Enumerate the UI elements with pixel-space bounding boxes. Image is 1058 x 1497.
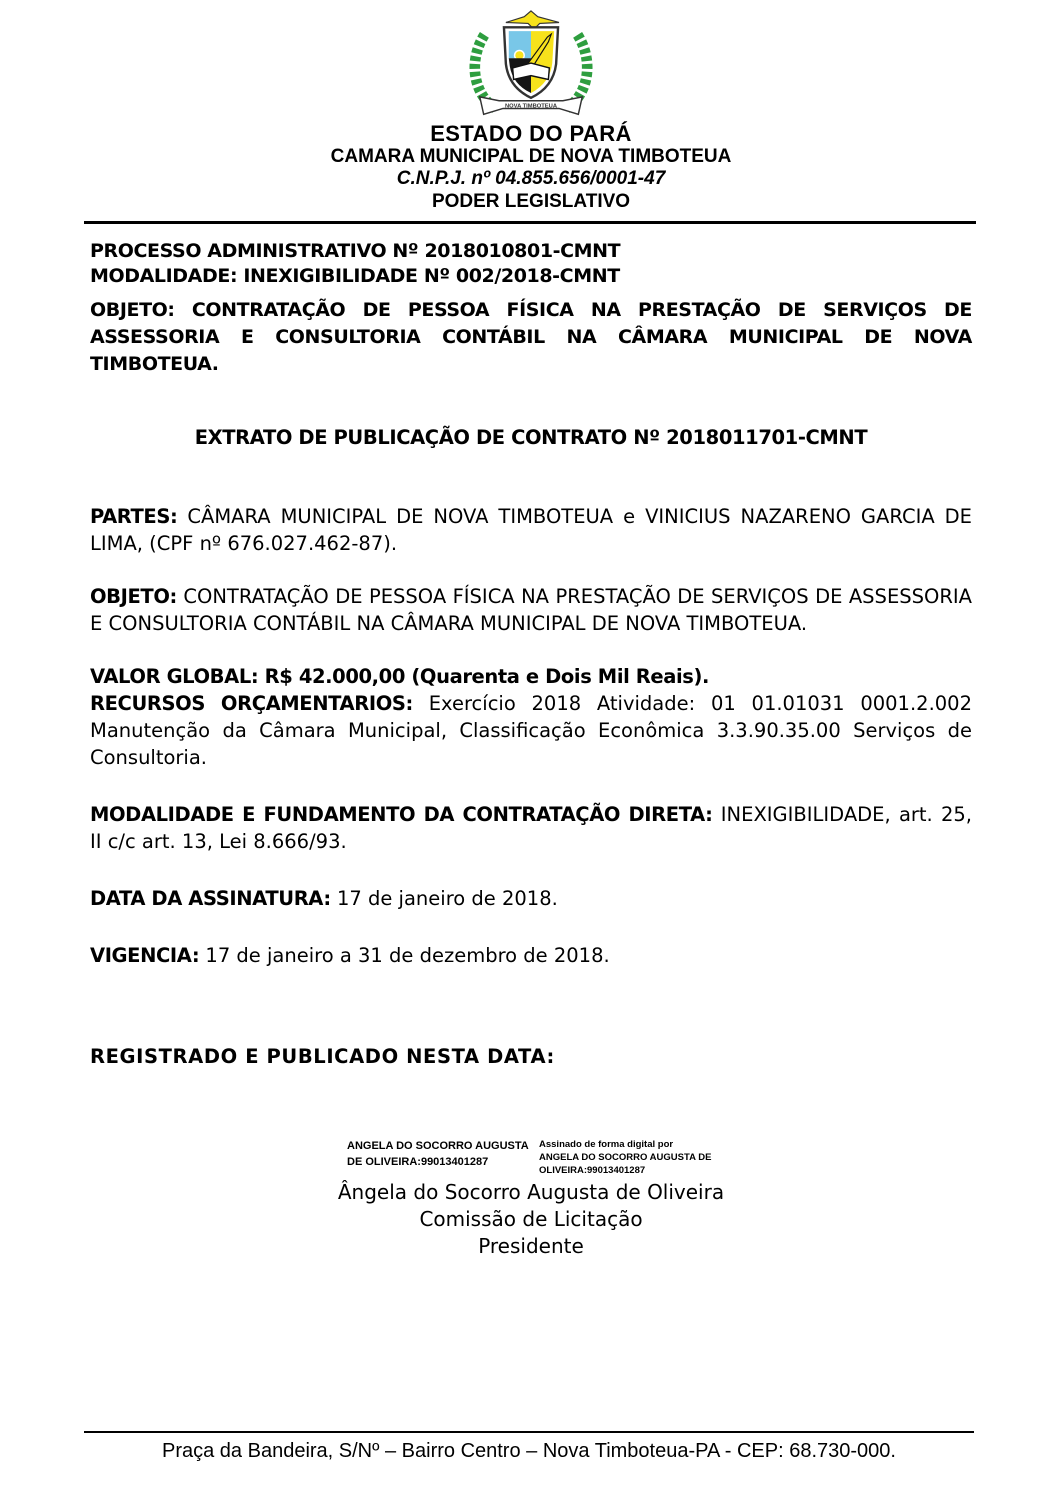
coat-of-arms-logo — [456, 8, 606, 122]
paragraph-objeto — [90, 583, 972, 637]
signer-role: Presidente — [478, 1234, 584, 1258]
process-modality-line: MODALIDADE: INEXIGIBILIDADE Nº 002/2018-CMNT — [90, 265, 620, 287]
footer-address: Praça da Bandeira, S/Nº – Bairro Centro – Nova Timboteua-PA - CEP: 68.730-000. — [162, 1440, 896, 1462]
paragraph-vigencia — [90, 942, 972, 969]
partes-label: PARTES: — [90, 505, 178, 528]
stamp-certificate-note: Assinado de forma digital por ANGELA DO SOCORRO AUGUSTA DE OLIVEIRA:99013401287 — [539, 1139, 712, 1176]
modalidade-label: MODALIDADE E FUNDAMENTO DA CONTRATAÇÃO DIRETA: — [90, 803, 713, 826]
process-block — [90, 239, 972, 289]
recursos-label: RECURSOS ORÇAMENTARIOS: — [90, 692, 413, 715]
paragraph-valor-recursos — [90, 663, 972, 771]
process-object-line: OBJETO: CONTRATAÇÃO DE PESSOA FÍSICA NA PRESTAÇÃO DE SERVIÇOS DE ASSESSORIA E CONSULTORIA CONTÁBIL NA CÂMARA MUNICIPAL DE NOVA TIMBOTEUA. — [90, 299, 972, 375]
header-state: ESTADO DO PARÁ — [430, 121, 632, 146]
signature-block — [90, 1138, 972, 1260]
valor-label: VALOR GLOBAL: — [90, 665, 259, 688]
header-cnpj: C.N.P.J. nº 04.855.656/0001-47 — [396, 168, 666, 189]
header-organization: CAMARA MUNICIPAL DE NOVA TIMBOTEUA — [330, 146, 732, 167]
wreath-left — [475, 33, 495, 108]
document-title: EXTRATO DE PUBLICAÇÃO DE CONTRATO Nº 2018011701-CMNT — [194, 426, 868, 449]
wreath-right — [567, 33, 587, 108]
page-footer — [84, 1431, 974, 1463]
paragraph-modalidade — [90, 801, 972, 855]
partes-text: CÂMARA MUNICIPAL DE NOVA TIMBOTEUA e VINICIUS NAZARENO GARCIA DE LIMA, (CPF nº 676.027.462-87). — [90, 505, 972, 555]
vigencia-text: 17 de janeiro a 31 de dezembro de 2018. — [205, 944, 610, 967]
digital-signature-stamp — [347, 1138, 715, 1177]
header-divider — [84, 221, 976, 224]
process-number-line: PROCESSO ADMINISTRATIVO Nº 2018010801-CMNT — [90, 240, 621, 262]
paragraph-partes — [90, 503, 972, 557]
signer-name: Ângela do Socorro Augusta de Oliveira — [337, 1180, 725, 1204]
paragraph-data-assinatura — [90, 885, 972, 912]
modalidade-text: INEXIGIBILIDADE, art. 25, II c/c art. 13, Lei 8.666/93. — [90, 803, 973, 853]
objeto-label: OBJETO: — [90, 585, 177, 608]
signer-name-block — [90, 1179, 972, 1260]
recursos-text: Exercício 2018 Atividade: 01 01.01031 0001.2.002 Manutenção da Câmara Municipal, Classificação Econômica 3.3.90.35.00 Serviços de Consultoria. — [90, 692, 972, 769]
header-branch: PODER LEGISLATIVO — [431, 191, 631, 212]
stamp-signer-id: ANGELA DO SOCORRO AUGUSTA DE OLIVEIRA:99013401287 — [347, 1140, 529, 1168]
registration-statement: REGISTRADO E PUBLICADO NESTA DATA: — [90, 1045, 555, 1068]
letterhead — [90, 8, 972, 213]
objeto-text: CONTRATAÇÃO DE PESSOA FÍSICA NA PRESTAÇÃO DE SERVIÇOS DE ASSESSORIA E CONSULTORIA CONTÁBIL NA CÂMARA MUNICIPAL DE NOVA TIMBOTEUA. — [90, 585, 973, 635]
data-assinatura-text: 17 de janeiro de 2018. — [336, 887, 558, 910]
signer-committee: Comissão de Licitação — [419, 1207, 643, 1231]
valor-global-line — [90, 665, 709, 688]
ribbon-banner-text: NOVA TIMBOTEUA — [504, 103, 558, 110]
data-assinatura-label: DATA DA ASSINATURA: — [90, 887, 331, 910]
valor-text: R$ 42.000,00 (Quarenta e Dois Mil Reais). — [264, 665, 709, 688]
vigencia-label: VIGENCIA: — [90, 944, 200, 967]
